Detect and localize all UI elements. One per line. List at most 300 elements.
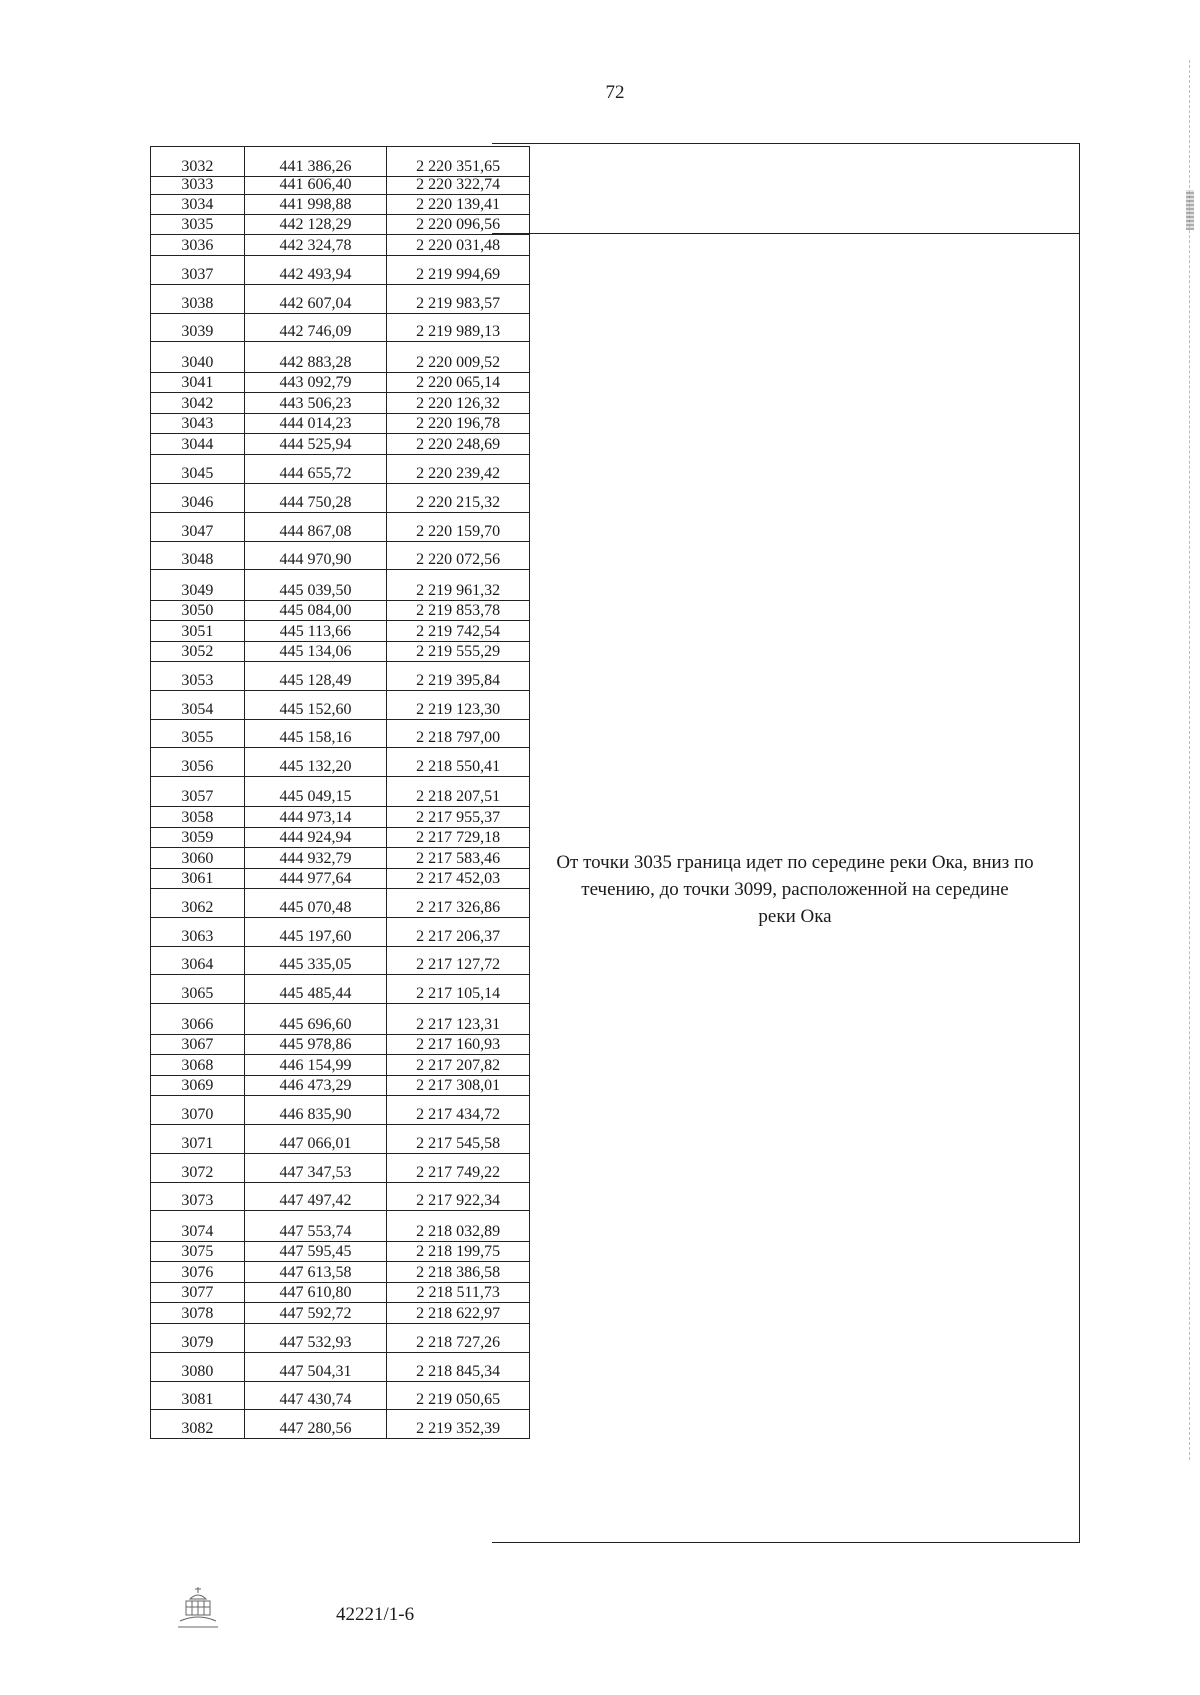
x-coordinate-cell — [244, 570, 387, 601]
cell-text: 2 220 322,74 — [416, 176, 501, 193]
x-coordinate-cell — [244, 1242, 387, 1262]
table-row — [151, 642, 530, 662]
point-number-cell — [151, 1410, 245, 1439]
x-coordinate-cell — [244, 1125, 387, 1154]
x-coordinate-cell — [244, 1303, 387, 1324]
cell-text: 447 595,45 — [279, 1243, 352, 1260]
cell-text: 2 217 583,46 — [416, 850, 501, 867]
cell-text: 444 655,72 — [279, 465, 352, 482]
table-row — [151, 828, 530, 848]
table-row — [151, 342, 530, 373]
x-coordinate-cell — [244, 414, 387, 434]
cell-text: 2 217 922,34 — [416, 1192, 501, 1209]
x-coordinate-cell — [244, 1154, 387, 1183]
point-number-cell — [151, 777, 245, 807]
x-coordinate-cell — [244, 484, 387, 513]
cell-text: 445 128,49 — [279, 672, 352, 689]
cell-text: 2 217 452,03 — [416, 870, 501, 887]
cell-text: 447 347,53 — [279, 1164, 352, 1181]
table-row — [151, 748, 530, 777]
table-row — [151, 195, 530, 215]
cell-text: 2 217 729,18 — [416, 829, 501, 846]
x-coordinate-cell — [244, 748, 387, 777]
cell-text: 3047 — [181, 523, 214, 540]
table-row — [151, 1283, 530, 1303]
cell-text: 2 217 123,31 — [416, 1016, 501, 1033]
cell-text: 2 218 199,75 — [416, 1243, 501, 1260]
point-number-cell — [151, 570, 245, 601]
point-number-cell — [151, 542, 245, 570]
table-row — [151, 256, 530, 285]
table-row — [151, 975, 530, 1004]
cell-text: 3062 — [181, 899, 214, 916]
cell-text: 2 217 955,37 — [416, 809, 501, 826]
x-coordinate-cell — [244, 828, 387, 848]
point-number-cell — [151, 1324, 245, 1353]
cell-text: 2 217 326,86 — [416, 899, 501, 916]
table-row — [151, 434, 530, 455]
cell-text: 3048 — [181, 551, 214, 568]
cell-text: 442 883,28 — [279, 354, 352, 371]
point-number-cell — [151, 256, 245, 285]
cell-text: 3033 — [181, 176, 214, 193]
point-number-cell — [151, 1076, 245, 1096]
cell-text: 3045 — [181, 465, 214, 482]
point-number-cell — [151, 235, 245, 256]
cell-text: 445 335,05 — [279, 956, 352, 973]
cell-text: 2 217 434,72 — [416, 1106, 501, 1123]
x-coordinate-cell — [244, 889, 387, 918]
table-row — [151, 1262, 530, 1283]
table-row — [151, 720, 530, 748]
cell-text: 2 218 511,73 — [416, 1284, 500, 1301]
cell-text: 2 219 961,32 — [416, 582, 501, 599]
cell-text: 3077 — [181, 1284, 214, 1301]
x-coordinate-cell — [244, 1076, 387, 1096]
point-number-cell — [151, 601, 245, 621]
cell-text: 2 217 105,14 — [416, 985, 501, 1002]
cell-text: 445 134,06 — [279, 643, 352, 660]
cell-text: 3036 — [181, 237, 214, 254]
cell-text: 3035 — [181, 216, 214, 233]
cell-text: 3069 — [181, 1077, 214, 1094]
cell-text: 2 220 065,14 — [416, 374, 501, 391]
cell-text: 3043 — [181, 415, 214, 432]
x-coordinate-cell — [244, 1055, 387, 1076]
cell-text: 2 219 989,13 — [416, 323, 501, 340]
cell-text: 2 217 308,01 — [416, 1077, 501, 1094]
point-number-cell — [151, 484, 245, 513]
cell-text: 3057 — [181, 788, 214, 805]
x-coordinate-cell — [244, 1096, 387, 1125]
cell-text: 2 220 159,70 — [416, 523, 501, 540]
cell-text: 447 497,42 — [279, 1192, 352, 1209]
cell-text: 446 154,99 — [279, 1057, 352, 1074]
cell-text: 2 217 207,82 — [416, 1057, 501, 1074]
point-number-cell — [151, 1035, 245, 1055]
point-number-cell — [151, 373, 245, 393]
boundary-description — [510, 849, 1080, 930]
cell-text: 3037 — [181, 266, 214, 283]
cell-text: 446 473,29 — [279, 1077, 352, 1094]
x-coordinate-cell — [244, 1324, 387, 1353]
table-row — [151, 662, 530, 691]
description-line: течению, до точки 3099, расположенной на середине — [581, 879, 1009, 900]
cell-text: 3063 — [181, 928, 214, 945]
document-code: 42221/1-6 — [336, 1604, 415, 1625]
table-row — [151, 691, 530, 720]
x-coordinate-cell — [244, 393, 387, 414]
cell-text: 446 835,90 — [279, 1106, 352, 1123]
x-coordinate-cell — [244, 1410, 387, 1439]
cell-text: 2 220 139,41 — [416, 196, 501, 213]
x-coordinate-cell — [244, 720, 387, 748]
point-number-cell — [151, 455, 245, 484]
description-divider — [492, 233, 1080, 234]
x-coordinate-cell — [244, 777, 387, 807]
point-number-cell — [151, 285, 245, 314]
cell-text: 445 049,15 — [279, 788, 352, 805]
cell-text: 2 217 545,58 — [416, 1135, 501, 1152]
x-coordinate-cell — [244, 918, 387, 947]
cell-text: 3039 — [181, 323, 214, 340]
cell-text: 3072 — [181, 1164, 214, 1181]
table-row — [151, 1035, 530, 1055]
table-row — [151, 601, 530, 621]
point-number-cell — [151, 434, 245, 455]
cell-text: 2 218 797,00 — [416, 729, 501, 746]
cell-text: 3042 — [181, 395, 214, 412]
table-row — [151, 235, 530, 256]
cell-text: 2 219 983,57 — [416, 295, 501, 312]
cell-text: 444 973,14 — [279, 809, 352, 826]
cell-text: 3061 — [181, 870, 214, 887]
point-number-cell — [151, 147, 245, 177]
description-cell — [492, 143, 1080, 1543]
x-coordinate-cell — [244, 947, 387, 975]
point-number-cell — [151, 342, 245, 373]
cell-text: 2 218 207,51 — [416, 788, 501, 805]
point-number-cell — [151, 869, 245, 889]
point-number-cell — [151, 947, 245, 975]
cell-text: 444 014,23 — [279, 415, 352, 432]
table-row — [151, 1242, 530, 1262]
cell-text: 444 977,64 — [279, 870, 352, 887]
seal-stamp-icon — [176, 1585, 220, 1631]
x-coordinate-cell — [244, 691, 387, 720]
point-number-cell — [151, 1382, 245, 1410]
x-coordinate-cell — [244, 601, 387, 621]
point-number-cell — [151, 621, 245, 642]
point-number-cell — [151, 889, 245, 918]
point-number-cell — [151, 1303, 245, 1324]
table-row — [151, 542, 530, 570]
cell-text: 3078 — [181, 1305, 214, 1322]
cell-text: 2 219 395,84 — [416, 672, 501, 689]
cell-text: 442 746,09 — [279, 323, 352, 340]
x-coordinate-cell — [244, 373, 387, 393]
point-number-cell — [151, 314, 245, 342]
cell-text: 3055 — [181, 729, 214, 746]
cell-text: 444 970,90 — [279, 551, 352, 568]
cell-text: 2 218 727,26 — [416, 1334, 501, 1351]
cell-text: 447 280,56 — [279, 1420, 352, 1437]
cell-text: 3038 — [181, 295, 214, 312]
cell-text: 2 217 749,22 — [416, 1164, 501, 1181]
point-number-cell — [151, 807, 245, 828]
cell-text: 3081 — [181, 1391, 214, 1408]
point-number-cell — [151, 642, 245, 662]
cell-text: 2 217 206,37 — [416, 928, 501, 945]
cell-text: 3073 — [181, 1192, 214, 1209]
point-number-cell — [151, 848, 245, 869]
cell-text: 3041 — [181, 374, 214, 391]
table-row — [151, 215, 530, 235]
cell-text: 3032 — [181, 158, 214, 175]
cell-text: 3082 — [181, 1420, 214, 1437]
cell-text: 447 613,58 — [279, 1264, 352, 1281]
point-number-cell — [151, 195, 245, 215]
point-number-cell — [151, 414, 245, 434]
page-number: 72 — [605, 82, 625, 103]
table-row — [151, 393, 530, 414]
table-row — [151, 1183, 530, 1211]
point-number-cell — [151, 1353, 245, 1382]
cell-text: 442 607,04 — [279, 295, 352, 312]
table-row — [151, 1303, 530, 1324]
x-coordinate-cell — [244, 215, 387, 235]
point-number-cell — [151, 1211, 245, 1242]
cell-text: 445 084,00 — [279, 602, 352, 619]
point-number-cell — [151, 1055, 245, 1076]
cell-text: 2 219 994,69 — [416, 266, 501, 283]
table-row — [151, 1076, 530, 1096]
cell-text: 2 219 742,54 — [416, 623, 501, 640]
scan-mark-artifact — [1186, 190, 1194, 230]
cell-text: 2 219 123,30 — [416, 701, 501, 718]
point-number-cell — [151, 1183, 245, 1211]
cell-text: 2 218 845,34 — [416, 1363, 501, 1380]
cell-text: 2 219 555,29 — [416, 643, 501, 660]
cell-text: 3070 — [181, 1106, 214, 1123]
cell-text: 443 092,79 — [279, 374, 352, 391]
point-number-cell — [151, 720, 245, 748]
table-row — [151, 177, 530, 195]
x-coordinate-cell — [244, 256, 387, 285]
x-coordinate-cell — [244, 177, 387, 195]
description-line: От точки 3035 граница идет по середине реки Ока, вниз по — [556, 852, 1034, 873]
point-number-cell — [151, 828, 245, 848]
cell-text: 445 158,16 — [279, 729, 352, 746]
cell-text: 3067 — [181, 1036, 214, 1053]
x-coordinate-cell — [244, 662, 387, 691]
x-coordinate-cell — [244, 1183, 387, 1211]
table-row — [151, 1125, 530, 1154]
table-row — [151, 1211, 530, 1242]
cell-text: 441 998,88 — [279, 196, 352, 213]
cell-text: 3040 — [181, 354, 214, 371]
x-coordinate-cell — [244, 513, 387, 542]
cell-text: 2 219 853,78 — [416, 602, 501, 619]
table-row — [151, 1353, 530, 1382]
cell-text: 2 220 196,78 — [416, 415, 501, 432]
point-number-cell — [151, 513, 245, 542]
cell-text: 444 750,28 — [279, 494, 352, 511]
table-row — [151, 455, 530, 484]
cell-text: 2 218 032,89 — [416, 1223, 501, 1240]
cell-text: 3074 — [181, 1223, 214, 1240]
x-coordinate-cell — [244, 1035, 387, 1055]
table-row — [151, 314, 530, 342]
cell-text: 444 932,79 — [279, 850, 352, 867]
point-number-cell — [151, 918, 245, 947]
cell-text: 3051 — [181, 623, 214, 640]
cell-text: 2 219 050,65 — [416, 1391, 501, 1408]
x-coordinate-cell — [244, 147, 387, 177]
cell-text: 2 220 126,32 — [416, 395, 501, 412]
table-row — [151, 513, 530, 542]
cell-text: 2 220 072,56 — [416, 551, 501, 568]
point-number-cell — [151, 975, 245, 1004]
cell-text: 3050 — [181, 602, 214, 619]
table-row — [151, 414, 530, 434]
cell-text: 444 525,94 — [279, 436, 352, 453]
cell-text: 3076 — [181, 1264, 214, 1281]
cell-text: 3071 — [181, 1135, 214, 1152]
cell-text: 3046 — [181, 494, 214, 511]
x-coordinate-cell — [244, 975, 387, 1004]
point-number-cell — [151, 1283, 245, 1303]
cell-text: 447 610,80 — [279, 1284, 352, 1301]
cell-text: 2 220 248,69 — [416, 436, 501, 453]
cell-text: 3075 — [181, 1243, 214, 1260]
point-number-cell — [151, 215, 245, 235]
cell-text: 3052 — [181, 643, 214, 660]
cell-text: 445 696,60 — [279, 1016, 352, 1033]
cell-text: 447 532,93 — [279, 1334, 352, 1351]
x-coordinate-cell — [244, 1353, 387, 1382]
table-row — [151, 285, 530, 314]
table-row — [151, 947, 530, 975]
cell-text: 3079 — [181, 1334, 214, 1351]
point-number-cell — [151, 1096, 245, 1125]
cell-text: 3064 — [181, 956, 214, 973]
cell-text: 445 132,20 — [279, 758, 352, 775]
x-coordinate-cell — [244, 848, 387, 869]
cell-text: 3059 — [181, 829, 214, 846]
cell-text: 3054 — [181, 701, 214, 718]
cell-text: 445 485,44 — [279, 985, 352, 1002]
x-coordinate-cell — [244, 621, 387, 642]
table-row — [151, 777, 530, 807]
scan-edge-artifact — [1188, 60, 1190, 1460]
table-row — [151, 1154, 530, 1183]
cell-text: 447 592,72 — [279, 1305, 352, 1322]
point-number-cell — [151, 177, 245, 195]
point-number-cell — [151, 662, 245, 691]
x-coordinate-cell — [244, 1283, 387, 1303]
table-row — [151, 848, 530, 869]
table-row — [151, 889, 530, 918]
cell-text: 445 070,48 — [279, 899, 352, 916]
cell-text: 444 924,94 — [279, 829, 352, 846]
x-coordinate-cell — [244, 1004, 387, 1035]
cell-text: 447 066,01 — [279, 1135, 352, 1152]
table-row — [151, 1410, 530, 1439]
cell-text: 2 220 096,56 — [416, 216, 501, 233]
cell-text: 2 217 160,93 — [416, 1036, 501, 1053]
cell-text: 441 386,26 — [279, 158, 352, 175]
cell-text: 2 218 386,58 — [416, 1264, 501, 1281]
cell-text: 441 606,40 — [279, 176, 352, 193]
cell-text: 2 220 215,32 — [416, 494, 501, 511]
cell-text: 445 152,60 — [279, 701, 352, 718]
point-number-cell — [151, 393, 245, 414]
cell-text: 445 113,66 — [279, 623, 352, 640]
coordinates-table — [150, 146, 530, 1439]
cell-text: 3066 — [181, 1016, 214, 1033]
x-coordinate-cell — [244, 235, 387, 256]
point-number-cell — [151, 1262, 245, 1283]
cell-text: 447 553,74 — [279, 1223, 352, 1240]
table-row — [151, 1004, 530, 1035]
cell-text: 2 220 009,52 — [416, 354, 501, 371]
table-row — [151, 621, 530, 642]
cell-text: 3056 — [181, 758, 214, 775]
table-row — [151, 1055, 530, 1076]
table-row — [151, 147, 530, 177]
cell-text: 3058 — [181, 809, 214, 826]
cell-text: 2 218 622,97 — [416, 1305, 501, 1322]
x-coordinate-cell — [244, 285, 387, 314]
cell-text: 2 220 351,65 — [416, 158, 501, 175]
table-row — [151, 373, 530, 393]
cell-text: 3060 — [181, 850, 214, 867]
x-coordinate-cell — [244, 1262, 387, 1283]
x-coordinate-cell — [244, 455, 387, 484]
table-row — [151, 807, 530, 828]
table-row — [151, 1382, 530, 1410]
cell-text: 2 218 550,41 — [416, 758, 501, 775]
point-number-cell — [151, 1125, 245, 1154]
x-coordinate-cell — [244, 342, 387, 373]
cell-text: 442 128,29 — [279, 216, 352, 233]
cell-text: 444 867,08 — [279, 523, 352, 540]
x-coordinate-cell — [244, 434, 387, 455]
x-coordinate-cell — [244, 642, 387, 662]
cell-text: 2 219 352,39 — [416, 1420, 501, 1437]
x-coordinate-cell — [244, 807, 387, 828]
cell-text: 442 324,78 — [279, 237, 352, 254]
table-row — [151, 1096, 530, 1125]
x-coordinate-cell — [244, 542, 387, 570]
x-coordinate-cell — [244, 1211, 387, 1242]
point-number-cell — [151, 1242, 245, 1262]
cell-text: 3049 — [181, 582, 214, 599]
cell-text: 3053 — [181, 672, 214, 689]
cell-text: 447 504,31 — [279, 1363, 352, 1380]
cell-text: 445 978,86 — [279, 1036, 352, 1053]
x-coordinate-cell — [244, 1382, 387, 1410]
cell-text: 3065 — [181, 985, 214, 1002]
x-coordinate-cell — [244, 869, 387, 889]
point-number-cell — [151, 1004, 245, 1035]
cell-text: 443 506,23 — [279, 395, 352, 412]
cell-text: 445 039,50 — [279, 582, 352, 599]
cell-text: 3068 — [181, 1057, 214, 1074]
point-number-cell — [151, 1154, 245, 1183]
table-row — [151, 1324, 530, 1353]
